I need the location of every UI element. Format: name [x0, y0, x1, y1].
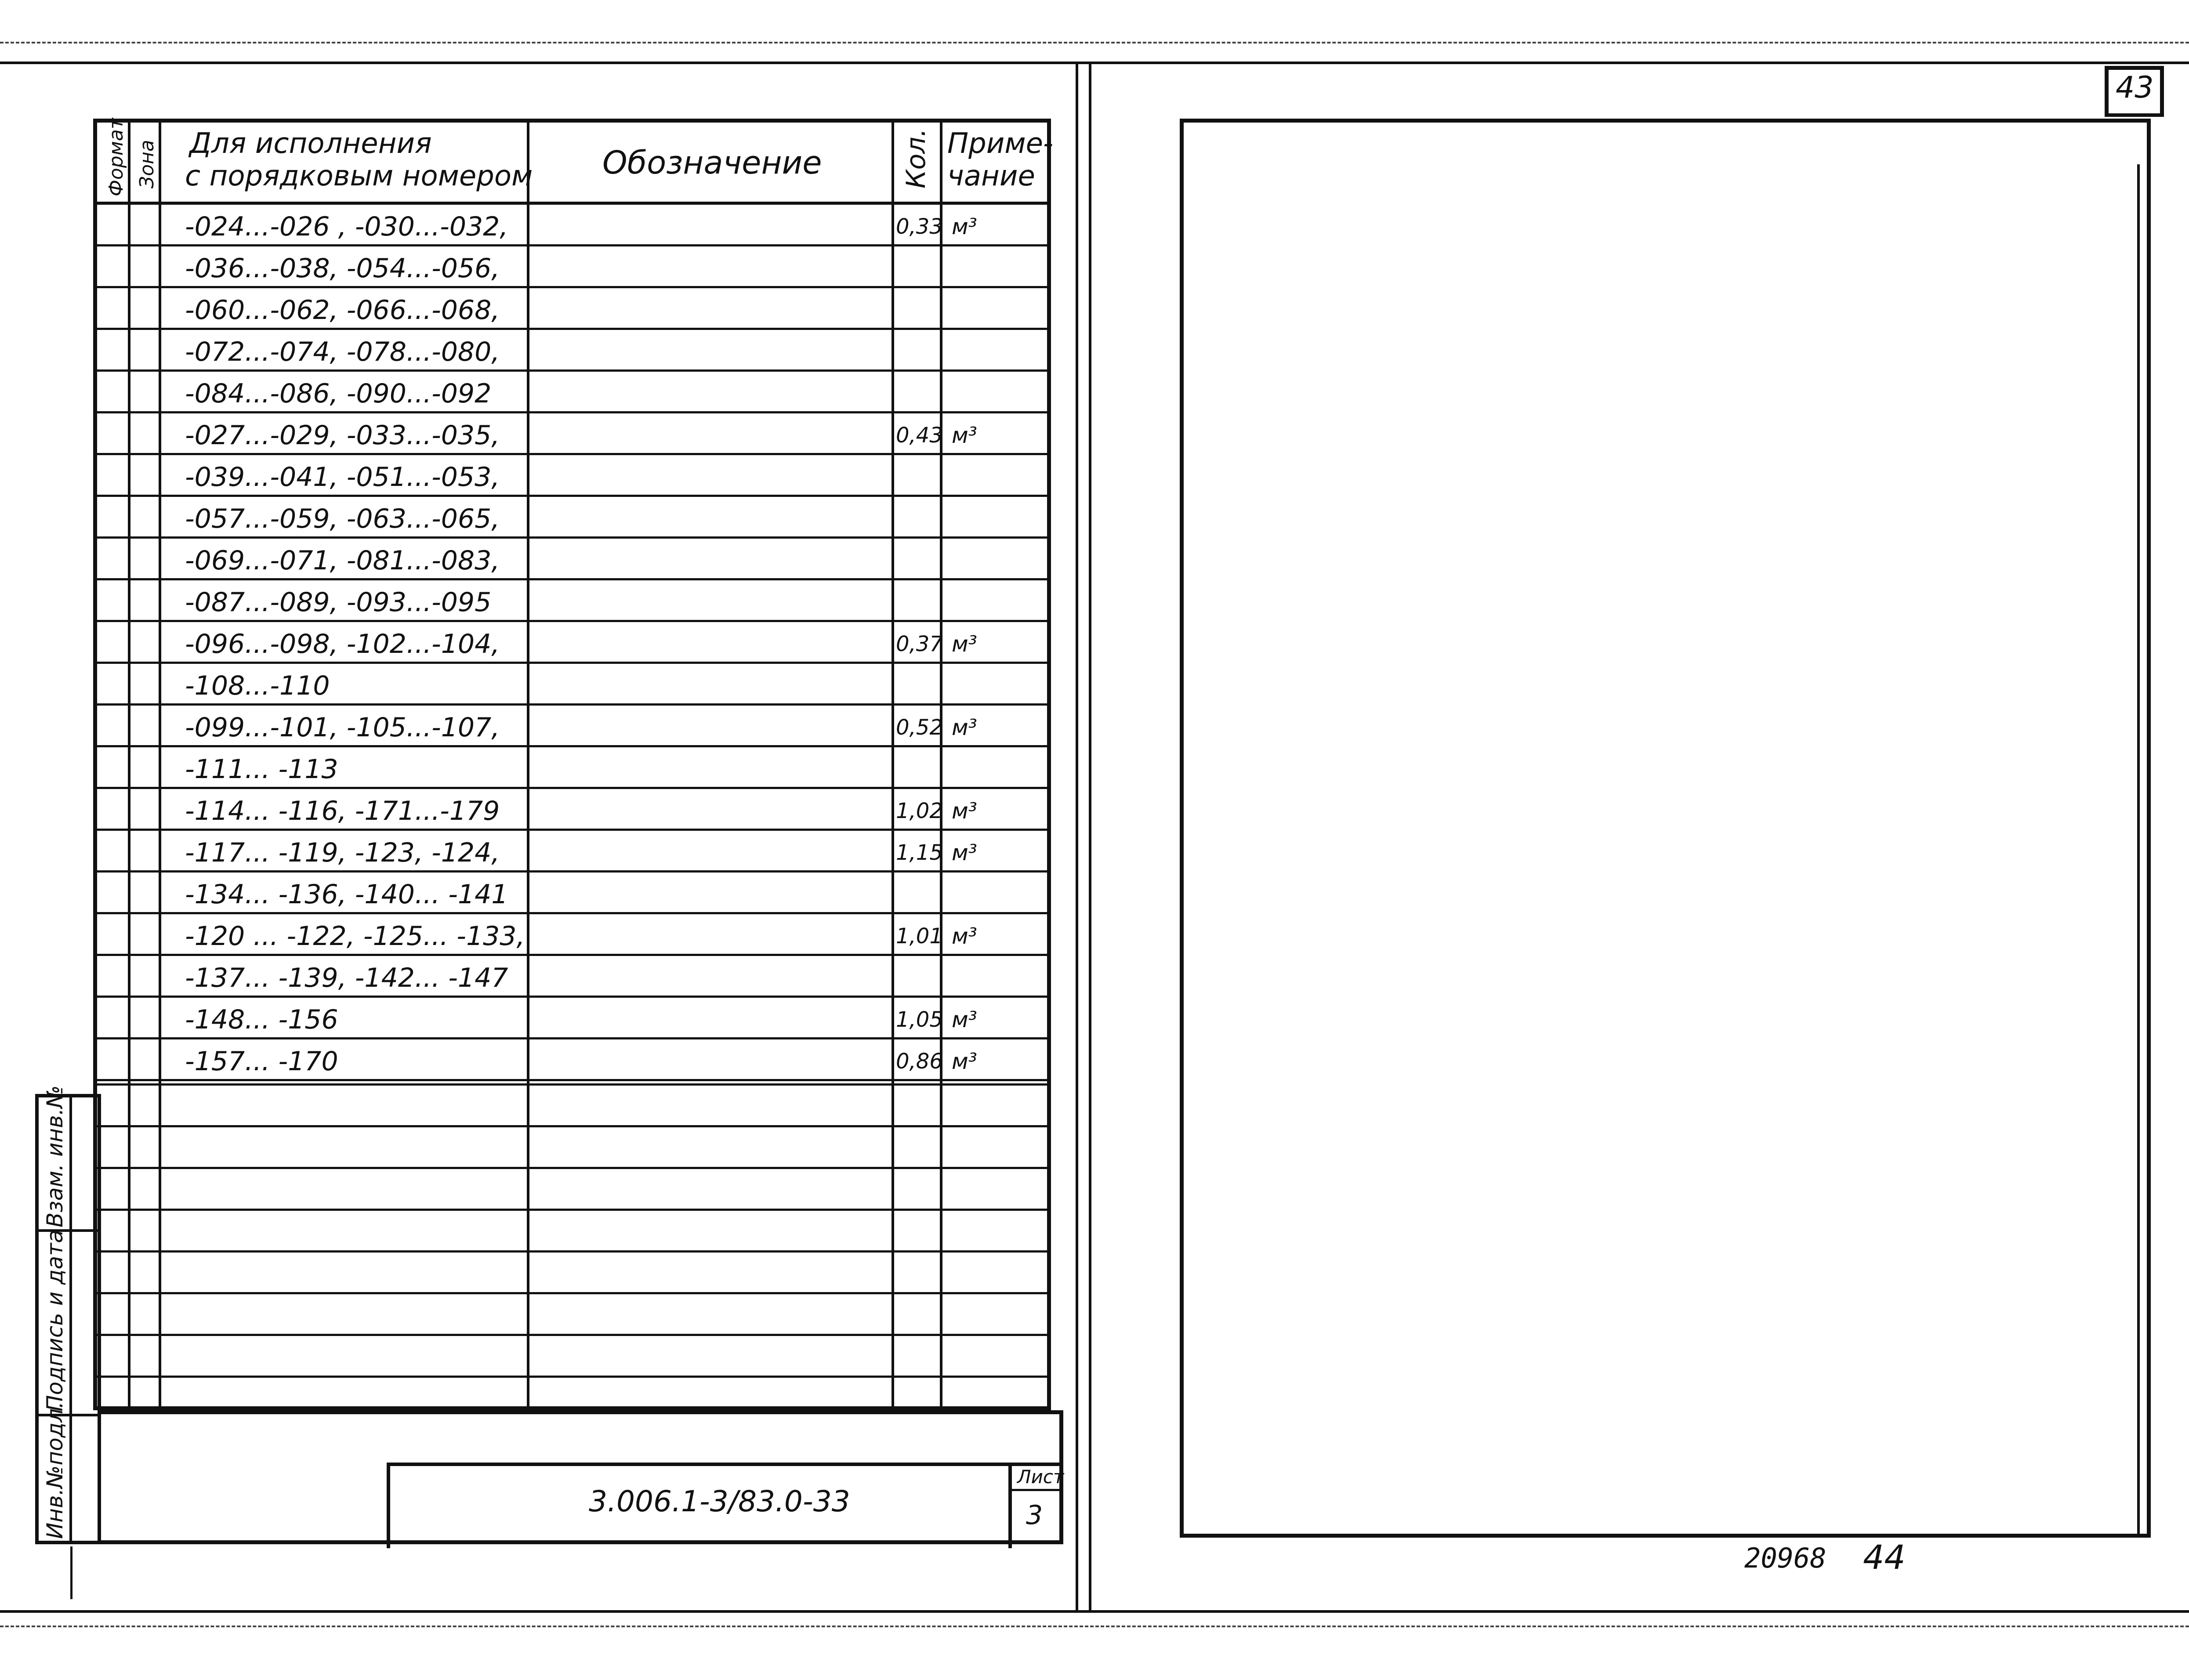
- document-code: 3.006.1-3/83.0-33: [589, 1484, 850, 1518]
- top-border-line: [0, 62, 2189, 64]
- table-row-execution-range: -096...-098, -102...-104,: [185, 629, 500, 659]
- col-line-format: [128, 123, 130, 1406]
- empty-row-line: [97, 1167, 1047, 1169]
- table-row-line: [97, 996, 1047, 998]
- left-margin-tick: [70, 1546, 72, 1599]
- specification-table: [93, 118, 1054, 1410]
- table-row-line: [97, 495, 1047, 497]
- table-row-qty: 1,05: [896, 1007, 943, 1032]
- scan-edge-top: [0, 42, 2189, 43]
- page-number-top: 43: [2116, 70, 2154, 105]
- inner-frame-right: [2137, 164, 2140, 1535]
- table-row-qty: 0,33: [896, 214, 943, 239]
- table-row-line: [97, 1037, 1047, 1039]
- table-row-execution-range: -157... -170: [185, 1046, 338, 1077]
- table-row-note: м³: [952, 840, 977, 865]
- empty-row-line: [97, 1125, 1047, 1127]
- col-line-note: [940, 123, 942, 1406]
- table-row-note: м³: [952, 214, 977, 239]
- header-separator: [97, 202, 1047, 205]
- empty-row-line: [97, 1250, 1047, 1253]
- empty-row-line: [97, 1334, 1047, 1336]
- side-label-signature: Подпись и дата: [42, 1229, 68, 1412]
- table-row-line: [97, 787, 1047, 789]
- table-row-line: [97, 829, 1047, 831]
- side-label-replacement: Взам. инв.№: [42, 1085, 68, 1227]
- table-row-execution-range: -087...-089, -093...-095: [185, 587, 492, 618]
- table-row-qty: 1,01: [896, 924, 943, 949]
- table-row-execution-range: -111... -113: [185, 754, 338, 785]
- table-row-qty: 1,15: [896, 840, 943, 865]
- table-row-execution-range: -024...-026 , -030...-032,: [185, 211, 508, 242]
- header-format: Формат: [105, 118, 127, 196]
- title-block-inner-left: [387, 1463, 390, 1548]
- archive-number: 20968: [1744, 1542, 1827, 1574]
- table-row-note: м³: [952, 798, 977, 824]
- empty-sheet-frame: [1180, 119, 2151, 1538]
- table-row-qty: 1,02: [896, 799, 943, 823]
- header-zone: Зона: [136, 140, 158, 188]
- sheet-label: Лист: [1017, 1466, 1064, 1488]
- table-row-line: [97, 870, 1047, 873]
- header-note-1: Приме-: [947, 127, 1054, 160]
- table-row-execution-range: -039...-041, -051...-053,: [185, 462, 500, 492]
- table-row-note: м³: [952, 715, 977, 740]
- header-note-2: чание: [947, 160, 1035, 192]
- table-row-line: [97, 328, 1047, 330]
- table-row-line: [97, 745, 1047, 747]
- header-ordinal: с порядковым номером: [185, 160, 533, 192]
- table-row-execution-range: -036...-038, -054...-056,: [185, 253, 500, 284]
- table-row-line: [97, 536, 1047, 539]
- side-label-inventory: Инв.№подл.: [42, 1401, 68, 1539]
- table-row-note: м³: [952, 923, 977, 949]
- sheet-divider-left: [1076, 64, 1078, 1612]
- table-row-qty: 0,52: [896, 715, 943, 740]
- table-row-execution-range: -060...-062, -066...-068,: [185, 295, 500, 326]
- col-line-qty: [892, 123, 894, 1406]
- page-number-box-bottom: [2105, 113, 2164, 117]
- table-row-execution-range: -072...-074, -078...-080,: [185, 337, 500, 367]
- table-row-qty: 0,86: [896, 1049, 943, 1074]
- table-row-execution-range: -114... -116, -171...-179: [185, 796, 500, 826]
- table-row-line: [97, 620, 1047, 622]
- table-row-line: [97, 954, 1047, 956]
- title-block-inner-top: [387, 1463, 1063, 1466]
- table-row-line: [97, 1079, 1047, 1081]
- table-row-note: м³: [952, 1007, 977, 1032]
- title-block-sheet-left: [1008, 1463, 1012, 1548]
- table-row-execution-range: -084...-086, -090...-092: [185, 378, 492, 409]
- table-row-execution-range: -117... -119, -123, -124,: [185, 837, 500, 868]
- table-row-line: [97, 578, 1047, 580]
- side-strip-divider: [69, 1097, 72, 1541]
- empty-row-line: [97, 1083, 1047, 1086]
- table-row-execution-range: -057...-059, -063...-065,: [185, 503, 500, 534]
- table-row-note: м³: [952, 631, 977, 657]
- table-row-note: м³: [952, 1049, 977, 1074]
- table-row-execution-range: -137... -139, -142... -147: [185, 963, 508, 993]
- table-row-line: [97, 912, 1047, 914]
- side-stamp-strip: [35, 1085, 101, 1544]
- header-qty: Кол.: [901, 128, 931, 188]
- table-row-execution-range: -069...-071, -081...-083,: [185, 545, 500, 576]
- title-block: [101, 1410, 1063, 1544]
- empty-row-line: [97, 1209, 1047, 1211]
- bottom-border-line: [0, 1610, 2189, 1613]
- table-row-execution-range: -134... -136, -140... -141: [185, 879, 508, 910]
- table-row-execution-range: -108...-110: [185, 670, 330, 701]
- table-row-line: [97, 369, 1047, 372]
- sheet-divider-right: [1089, 64, 1091, 1612]
- table-row-line: [97, 453, 1047, 455]
- empty-row-line: [97, 1292, 1047, 1294]
- table-row-qty: 0,43: [896, 423, 943, 448]
- empty-row-line: [97, 1376, 1047, 1378]
- scan-edge-bottom: [0, 1626, 2189, 1627]
- header-designation: Обозначение: [602, 144, 822, 181]
- table-row-line: [97, 244, 1047, 246]
- col-line-zone: [159, 123, 161, 1406]
- table-row-execution-range: -148... -156: [185, 1004, 338, 1035]
- title-block-sheet-sep: [1008, 1489, 1063, 1491]
- sheet-number: 3: [1026, 1500, 1043, 1531]
- col-line-designation: [527, 123, 529, 1406]
- table-row-line: [97, 286, 1047, 288]
- table-row-qty: 0,37: [896, 632, 943, 656]
- table-row-execution-range: -027...-029, -033...-035,: [185, 420, 500, 451]
- table-row-line: [97, 662, 1047, 664]
- table-row-note: м³: [952, 423, 977, 448]
- header-for-execution: Для исполнения: [189, 127, 432, 160]
- table-row-execution-range: -099...-101, -105...-107,: [185, 712, 500, 743]
- table-row-execution-range: -120 ... -122, -125... -133,: [185, 921, 525, 952]
- sheet-page-number: 44: [1863, 1538, 1906, 1577]
- table-row-line: [97, 703, 1047, 706]
- table-row-line: [97, 411, 1047, 413]
